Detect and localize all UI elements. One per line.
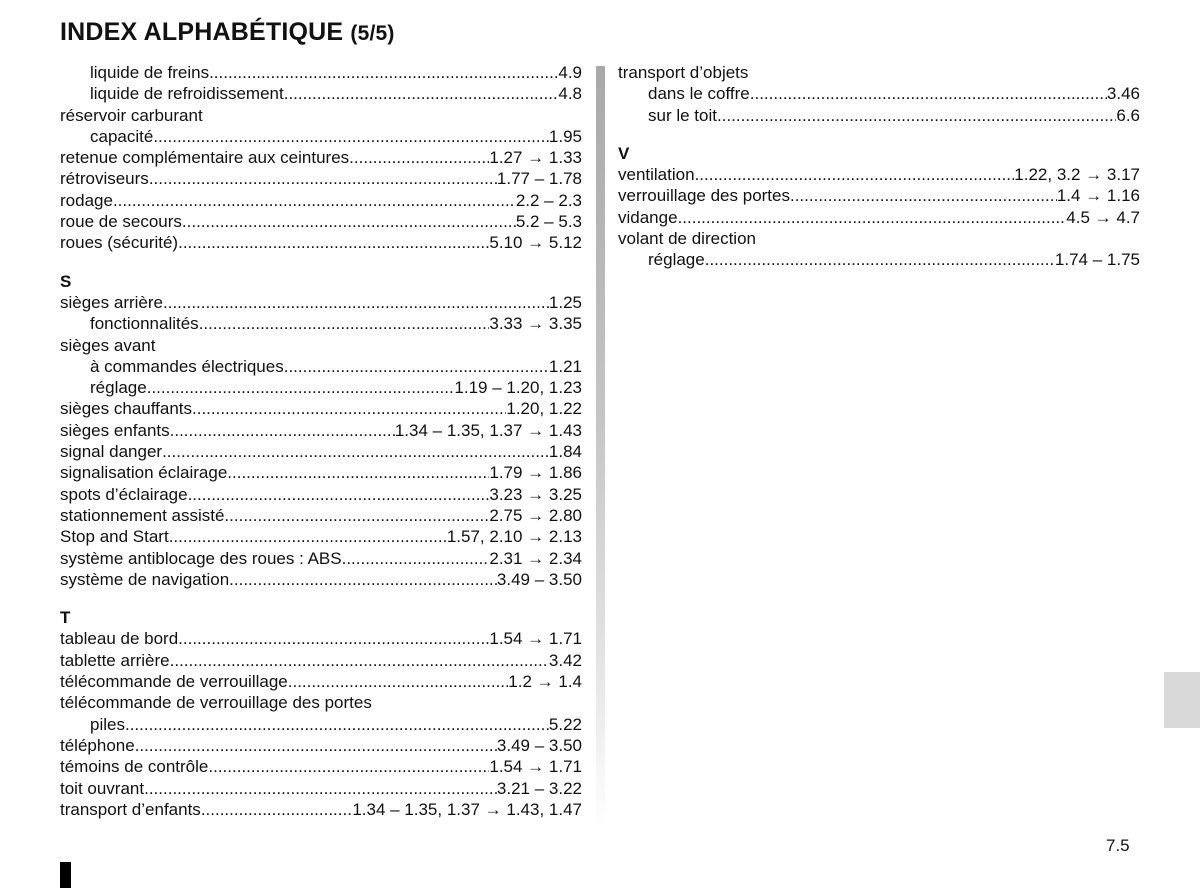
entry-label: dans le coffre [648,84,750,104]
dot-leader [162,441,549,462]
index-entry [60,569,582,590]
entry-page: 1.84 [548,442,582,462]
entry-label: transport d’objets [618,63,749,82]
entry-page: 3.46 [1106,84,1140,104]
entry-page: 1.77 – 1.78 [496,169,582,189]
entry-label: transport d’enfants [60,799,201,819]
entry-label: sièges chauffants [60,399,192,419]
index-entry [60,313,582,334]
entry-label: spots d’éclairage [60,484,188,504]
dot-leader [208,756,489,777]
dot-leader [209,62,558,83]
entry-page: 3.23 → 3.25 [489,484,582,504]
index-entry [60,377,582,398]
dot-leader [342,548,490,569]
index-entry [60,190,582,211]
entry-label: ventilation [618,165,695,185]
index-entry [60,799,582,820]
dot-leader [169,526,447,547]
index-entry-heading [618,62,1140,83]
index-entry [618,185,1140,206]
dot-leader [178,628,489,649]
dot-leader [153,126,549,147]
index-entry [60,83,582,104]
entry-label: témoins de contrôle [60,757,209,777]
dot-leader [199,313,490,334]
entry-label: à commandes électriques [90,356,284,376]
dot-leader [178,232,489,253]
dot-leader [170,650,549,671]
dot-leader [705,249,1055,270]
dot-leader [284,83,559,104]
dot-leader [284,356,549,377]
dot-leader [125,714,549,735]
entry-page: 4.9 [558,63,582,82]
entry-page: 1.22, 3.2 → 3.17 [1014,165,1140,185]
entry-label: liquide de freins [90,63,210,82]
index-entry [60,126,582,147]
dot-leader [147,377,455,398]
dot-leader [224,505,489,526]
dot-leader [188,484,490,505]
entry-label: tableau de bord [60,629,179,649]
index-entry [60,484,582,505]
entry-label: réglage [648,250,705,270]
index-entry [60,526,582,547]
index-entry [60,650,582,671]
entry-label: Stop and Start [60,527,169,547]
index-entry [618,105,1140,126]
entry-page: 1.25 [548,292,582,312]
index-entry [60,628,582,649]
index-entry [60,548,582,569]
dot-leader [192,398,506,419]
index-entry [60,756,582,777]
entry-label: vidange [618,207,678,227]
entry-label: rétroviseurs [60,169,149,189]
index-entry-heading [60,105,582,126]
entry-page: 1.95 [548,126,582,146]
entry-page: 3.21 – 3.22 [496,778,582,798]
title-main: INDEX ALPHABÉTIQUE [60,18,344,46]
index-entry [60,147,582,168]
entry-label: signal danger [60,442,163,462]
entry-page: 5.22 [548,714,582,734]
entry-page: 1.20, 1.22 [506,399,582,419]
entry-label: sur le toit [648,105,717,125]
index-column-left [60,62,582,820]
entry-page: 1.54 → 1.71 [489,629,582,649]
entry-page: 1.74 – 1.75 [1054,250,1140,270]
entry-page: 1.2 → 1.4 [508,672,582,692]
entry-label: roues (sécurité) [60,233,179,253]
column-divider [596,66,605,826]
entry-label: tablette arrière [60,650,170,670]
index-entry [60,168,582,189]
index-entry [60,441,582,462]
entry-label: système antiblocage des roues : ABS [60,548,342,568]
index-entry [60,356,582,377]
entry-label: capacité [90,126,154,146]
entry-label: retenue complémentaire aux ceintures [60,148,350,168]
index-entry [60,292,582,313]
index-entry-heading [60,335,582,356]
dot-leader [750,83,1107,104]
entry-page: 1.21 [548,356,582,376]
entry-label: stationnement assisté [60,505,225,525]
index-entry [618,83,1140,104]
entry-page: 5.10 → 5.12 [489,233,582,253]
entry-page: 4.8 [558,84,582,104]
entry-page: 3.49 – 3.50 [496,569,582,589]
section-letter-v: V [618,143,630,163]
entry-page: 1.79 → 1.86 [489,463,582,483]
index-entry [60,398,582,419]
crop-mark [60,862,71,888]
index-entry [60,505,582,526]
dot-leader [135,735,497,756]
entry-page: 3.49 – 3.50 [496,735,582,755]
entry-label: réglage [90,378,147,398]
dot-leader [201,799,353,820]
entry-page: 1.34 – 1.35, 1.37 → 1.43, 1.47 [352,799,582,819]
page-title [60,18,395,47]
dot-leader [149,168,497,189]
section-letter-s: S [60,271,72,291]
entry-label: piles [90,714,125,734]
entry-page: 3.42 [548,650,582,670]
entry-page: 2.2 – 2.3 [515,190,582,210]
dot-leader [227,462,489,483]
entry-label: réservoir carburant [60,105,203,125]
entry-page: 1.19 – 1.20, 1.23 [454,378,582,398]
index-entry [618,207,1140,228]
entry-label: sièges enfants [60,420,170,440]
index-entry [618,164,1140,185]
entry-page: 3.33 → 3.35 [489,314,582,334]
title-part: (5/5) [350,22,395,45]
entry-label: sièges avant [60,335,156,355]
index-entry [60,62,582,83]
entry-label: fonctionnalités [90,314,199,334]
dot-leader [695,164,1015,185]
entry-label: toit ouvrant [60,778,145,798]
entry-label: verrouillage des portes [618,186,790,206]
entry-label: téléphone [60,735,135,755]
index-entry [60,714,582,735]
section-letter-t: T [60,608,71,628]
index-entry-heading [60,692,582,713]
entry-label: signalisation éclairage [60,463,228,483]
entry-page: 1.34 – 1.35, 1.37 → 1.43 [394,420,582,440]
entry-page: 1.54 → 1.71 [489,757,582,777]
entry-label: sièges arrière [60,292,163,312]
entry-label: roue de secours [60,212,182,232]
index-entry [60,778,582,799]
index-entry [60,232,582,253]
dot-leader [229,569,497,590]
index-entry [60,211,582,232]
entry-page: 1.27 → 1.33 [489,148,582,168]
index-column-right [618,62,1140,271]
index-entry [60,462,582,483]
entry-label: liquide de refroidissement [90,84,284,104]
page-number: 7.5 [1106,836,1130,855]
dot-leader [717,105,1116,126]
entry-page: 5.2 – 5.3 [515,212,582,232]
entry-label: télécommande de verrouillage des portes [60,693,372,713]
entry-label: télécommande de verrouillage [60,672,288,692]
dot-leader [288,671,509,692]
entry-page: 2.75 → 2.80 [489,505,582,525]
entry-label: système de navigation [60,569,230,589]
dot-leader [170,420,395,441]
entry-page: 1.57, 2.10 → 2.13 [446,527,582,547]
dot-leader [678,207,1067,228]
dot-leader [144,778,497,799]
dot-leader [790,185,1057,206]
dot-leader [182,211,516,232]
entry-page: 1.4 → 1.16 [1056,186,1140,206]
index-entry-heading [618,228,1140,249]
chapter-tab-marker [1164,672,1200,728]
entry-page: 6.6 [1116,105,1140,125]
index-entry [60,671,582,692]
index-entry [618,249,1140,270]
index-entry [60,420,582,441]
dot-leader [349,147,489,168]
entry-label: volant de direction [618,229,756,249]
entry-page: 4.5 → 4.7 [1066,207,1140,227]
index-entry [60,735,582,756]
entry-label: rodage [60,190,113,210]
dot-leader [113,190,516,211]
entry-page: 2.31 → 2.34 [489,548,582,568]
dot-leader [163,292,549,313]
